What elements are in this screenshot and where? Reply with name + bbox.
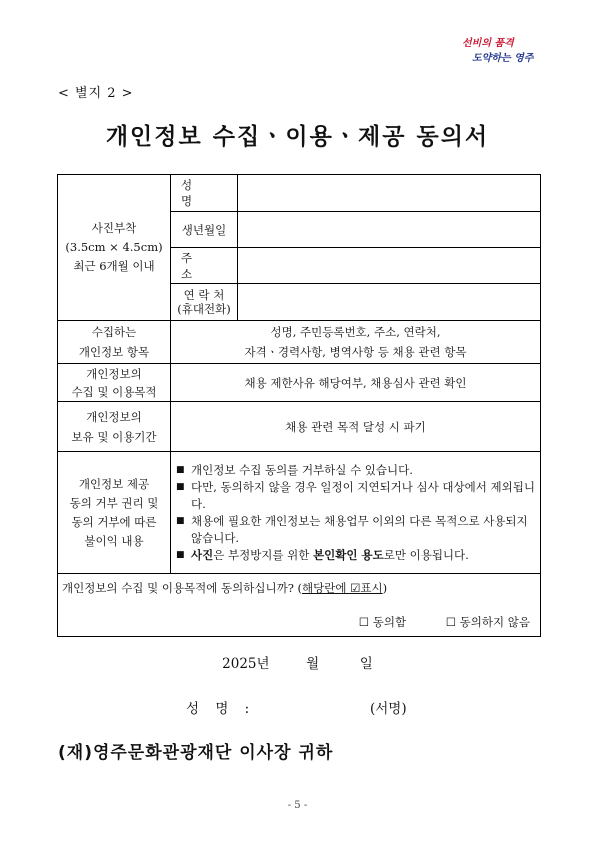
photo-label-3: 최근 6개월 이내 — [73, 259, 155, 273]
date-month[interactable]: 월 — [306, 656, 320, 672]
address-label: 주 소 — [171, 248, 238, 284]
recipient-line: (재)영주문화관광재단 이사장 귀하 — [58, 743, 334, 763]
retention-label-2: 보유 및 이용기간 — [71, 429, 157, 444]
bullet-square-icon: ■ — [176, 549, 185, 560]
bullet-square-icon: ■ — [176, 515, 185, 526]
name-field[interactable] — [238, 175, 541, 212]
rights-label-1: 개인정보 제공 — [78, 476, 150, 491]
signature-label: 성 명 : — [186, 701, 256, 717]
contact-label-2: (휴대전화) — [177, 302, 231, 316]
items-value — [171, 321, 541, 364]
rights-bullet-3: ■ 채용에 필요한 개인정보는 채용업무 이외의 다른 목적으로 사용되지 않습니다. — [176, 513, 528, 545]
photo-area[interactable] — [58, 175, 171, 321]
contact-label-1: 연 락 처 — [183, 288, 225, 302]
rights-bullet-1: ■ 개인정보 수집 동의를 거부하실 수 있습니다. — [176, 462, 413, 477]
purpose-label-2: 수집 및 이용목적 — [71, 384, 157, 399]
rights-label-4: 불이익 내용 — [84, 533, 144, 548]
items-label — [58, 321, 171, 364]
logo-line-1: 선비의 품격 — [462, 38, 514, 49]
document-title: 개인정보 수집ㆍ이용ㆍ제공 동의서 — [105, 124, 490, 150]
retention-value: 채용 관련 목적 달성 시 파기 — [171, 402, 541, 452]
agree-checkbox[interactable]: ☐ 동의함 — [358, 615, 407, 629]
rights-bullet-2: ■ 다만, 동의하지 않을 경우 일정이 지연되거나 심사 대상에서 제외됩니다. — [176, 479, 535, 511]
consent-options — [58, 606, 540, 636]
items-label-2: 개인정보 항목 — [78, 345, 150, 359]
contact-field[interactable] — [238, 284, 541, 321]
date-line — [0, 652, 595, 672]
date-year[interactable]: 2025년 — [222, 656, 270, 672]
rights-label-3: 동의 거부에 따른 — [71, 514, 157, 529]
signature-field[interactable]: (서명) — [370, 701, 407, 717]
birth-field[interactable] — [238, 212, 541, 248]
birth-label: 생년월일 — [171, 212, 238, 248]
purpose-value: 채용 제한사유 해당여부, 채용심사 관련 확인 — [171, 364, 541, 402]
items-label-1: 수집하는 — [91, 325, 137, 339]
consent-section — [58, 574, 541, 637]
logo-line-2: 도약하는 영주 — [472, 53, 534, 64]
foundation-logo — [462, 36, 552, 66]
retention-label — [58, 402, 171, 452]
retention-label-1: 개인정보의 — [86, 409, 142, 424]
rights-label-2: 동의 거부 권리 및 — [69, 495, 159, 510]
name-label: 성 명 — [171, 175, 238, 212]
rights-content — [171, 452, 541, 574]
contact-label — [171, 284, 238, 321]
items-value-1: 성명, 주민등록번호, 주소, 연락처, — [270, 325, 441, 339]
purpose-label-1: 개인정보의 — [86, 366, 142, 381]
consent-note: 해당란에 ☑표시 — [302, 581, 383, 595]
rights-label — [58, 452, 171, 574]
attachment-label: < 별지 2 > — [58, 86, 134, 101]
address-field[interactable] — [238, 248, 541, 284]
consent-question: 개인정보의 수집 및 이용목적에 동의하십니까? (해당란에 ☑표시) — [62, 581, 388, 595]
items-value-2: 자격ㆍ경력사항, 병역사항 등 채용 관련 항목 — [244, 345, 467, 359]
bullet-square-icon: ■ — [176, 464, 185, 475]
page-number: - 5 - — [287, 800, 308, 811]
photo-label-2: (3.5cm × 4.5cm) — [65, 240, 163, 254]
photo-label-1: 사진부착 — [91, 221, 137, 235]
bullet-square-icon: ■ — [176, 481, 185, 492]
date-day[interactable]: 일 — [359, 656, 373, 672]
purpose-label — [58, 364, 171, 402]
rights-bullet-4: ■ 사진은 부정방지를 위한 본인확인 용도로만 이용됩니다. — [176, 547, 469, 562]
consent-form-table — [57, 174, 541, 637]
disagree-checkbox[interactable]: ☐ 동의하지 않음 — [445, 615, 530, 629]
